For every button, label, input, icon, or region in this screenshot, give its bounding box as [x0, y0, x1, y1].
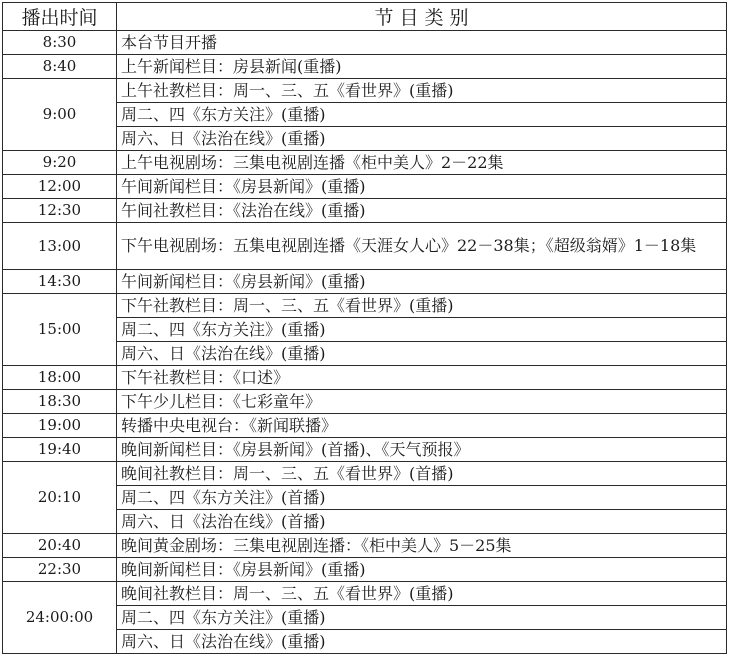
schedule-row [3, 294, 727, 318]
schedule-row [3, 438, 727, 462]
broadcast-time: 20:10 [3, 462, 117, 534]
schedule-row [3, 534, 727, 558]
broadcast-time: 9:00 [3, 79, 117, 151]
program-entry: 周六、日《法治在线》(重播) [117, 342, 727, 366]
program-entry: 晚间社教栏目：周一、三、五《看世界》(重播) [117, 582, 727, 606]
schedule-row [3, 390, 727, 414]
broadcast-time: 19:40 [3, 438, 117, 462]
program-entry: 周二、四《东方关注》(首播) [117, 486, 727, 510]
column-header-category: 节 目 类 别 [117, 3, 727, 31]
program-entry: 晚间黄金剧场：三集电视剧连播：《柜中美人》5－25集 [117, 534, 727, 558]
program-entry: 周六、日《法治在线》(重播) [117, 630, 727, 654]
schedule-row [3, 79, 727, 103]
schedule-row [3, 366, 727, 390]
program-entry: 周二、四《东方关注》(重播) [117, 103, 727, 127]
broadcast-time: 22:30 [3, 558, 117, 582]
schedule-row [3, 270, 727, 294]
program-entry: 周二、四《东方关注》(重播) [117, 606, 727, 630]
schedule-row [3, 223, 727, 270]
broadcast-time: 15:00 [3, 294, 117, 366]
program-entry: 下午少儿栏目：《七彩童年》 [117, 390, 727, 414]
program-entry: 晚间社教栏目：周一、三、五《看世界》(首播) [117, 462, 727, 486]
schedule-row [3, 558, 727, 582]
program-entry: 午间新闻栏目：《房县新闻》(重播) [117, 270, 727, 294]
broadcast-time: 19:00 [3, 414, 117, 438]
broadcast-time: 8:30 [3, 31, 117, 55]
column-header-time: 播出时间 [3, 3, 117, 31]
schedule-row [3, 55, 727, 79]
program-schedule-table [2, 2, 727, 654]
schedule-row [3, 31, 727, 55]
program-entry: 上午社教栏目：周一、三、五《看世界》(重播) [117, 79, 727, 103]
broadcast-time: 24:00:00 [3, 582, 117, 654]
schedule-body [3, 31, 727, 654]
schedule-row [3, 175, 727, 199]
program-entry: 晚间新闻栏目：《房县新闻》(重播) [117, 558, 727, 582]
broadcast-time: 12:00 [3, 175, 117, 199]
program-entry: 上午新闻栏目：房县新闻(重播) [117, 55, 727, 79]
schedule-row [3, 582, 727, 606]
broadcast-time: 13:00 [3, 223, 117, 270]
program-entry: 上午电视剧场：三集电视剧连播《柜中美人》2－22集 [117, 151, 727, 175]
program-entry: 晚间新闻栏目：《房县新闻》(首播)、《天气预报》 [117, 438, 727, 462]
broadcast-time: 9:20 [3, 151, 117, 175]
program-entry: 转播中央电视台：《新闻联播》 [117, 414, 727, 438]
broadcast-time: 12:30 [3, 199, 117, 223]
schedule-row [3, 462, 727, 486]
broadcast-time: 14:30 [3, 270, 117, 294]
schedule-row [3, 151, 727, 175]
program-entry: 周六、日《法治在线》(重播) [117, 127, 727, 151]
program-entry: 本台节目开播 [117, 31, 727, 55]
schedule-row [3, 199, 727, 223]
program-entry: 周六、日《法治在线》(首播) [117, 510, 727, 534]
schedule-row [3, 414, 727, 438]
program-entry: 下午社教栏目：《口述》 [117, 366, 727, 390]
program-entry: 午间社教栏目：《法治在线》(重播) [117, 199, 727, 223]
program-entry: 午间新闻栏目：《房县新闻》(重播) [117, 175, 727, 199]
program-entry: 周二、四《东方关注》(重播) [117, 318, 727, 342]
broadcast-time: 18:00 [3, 366, 117, 390]
program-entry: 下午电视剧场：五集电视剧连播《天涯女人心》22－38集；《超级翁婿》1－18集 [117, 223, 727, 270]
header-row [3, 3, 727, 31]
broadcast-time: 8:40 [3, 55, 117, 79]
broadcast-time: 18:30 [3, 390, 117, 414]
broadcast-time: 20:40 [3, 534, 117, 558]
program-entry: 下午社教栏目：周一、三、五《看世界》(重播) [117, 294, 727, 318]
